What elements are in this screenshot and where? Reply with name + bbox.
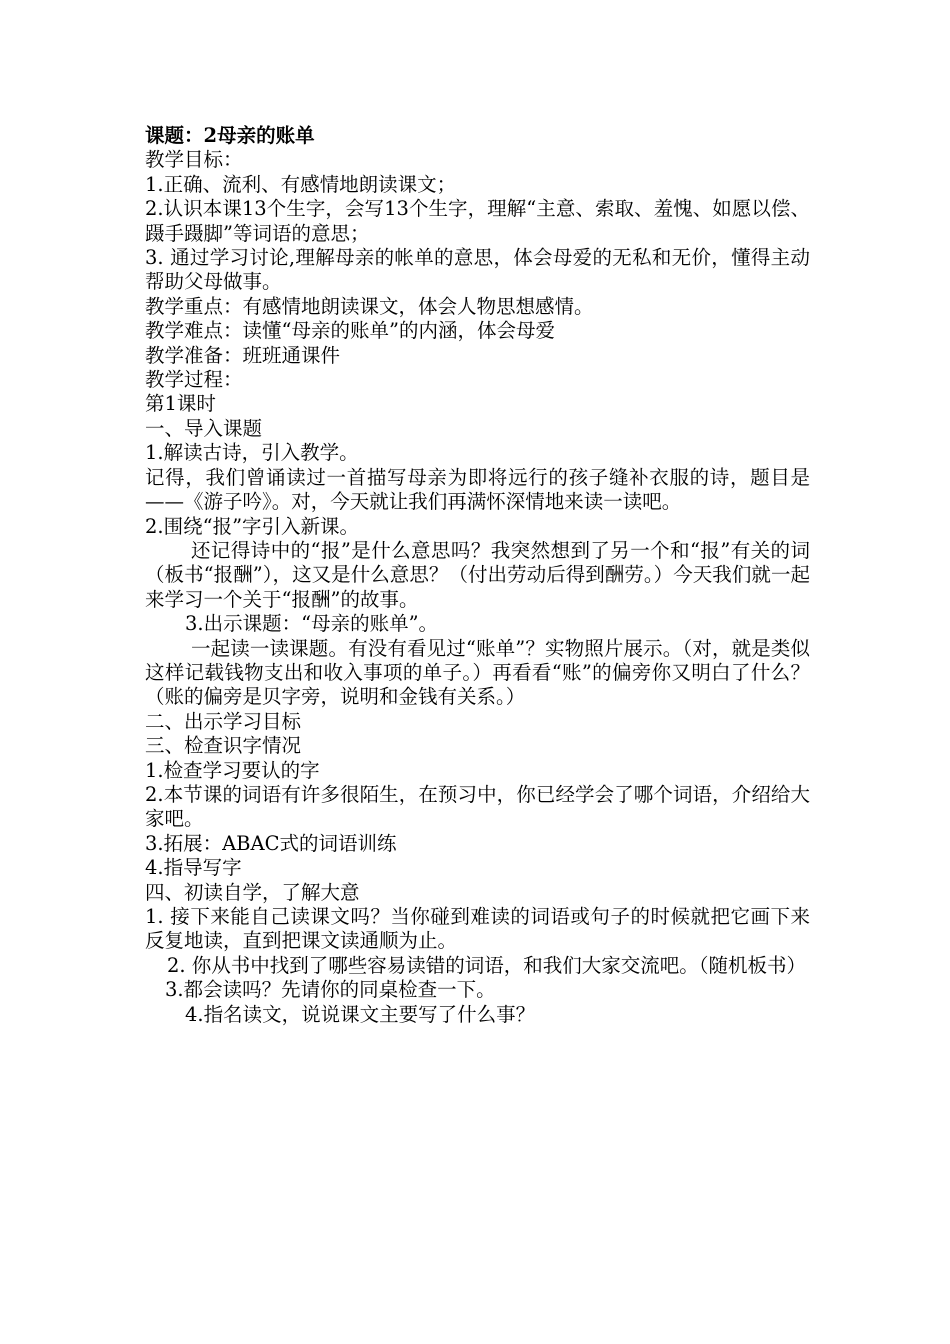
teaching-preparation: 教学准备：班班通课件 <box>145 343 341 367</box>
lesson-period: 第1课时 <box>145 392 216 416</box>
step-4-2: 2. 你从书中找到了哪些容易读错的词语，和我们大家交流吧。（随机板书） <box>167 953 807 977</box>
step-1-2: 2.围绕“报”字引入新课。 <box>145 514 360 538</box>
teaching-process-heading: 教学过程： <box>145 368 243 392</box>
step-3-2: 2.本节课的词语有许多很陌生，在预习中，你已经学会了哪个词语，介绍给大家吧。 <box>145 782 810 831</box>
step-3-4: 4.指导写字 <box>145 856 242 880</box>
section-1-heading: 一、导入课题 <box>145 416 263 440</box>
paragraph-bill: 一起读一读课题。有没有看见过“账单”？实物照片展示。（对，就是类似这样记载钱物支出和收入事项的单子。）再看看“账”的偏旁你又明白了什么？（账的偏旁是贝字旁，说明和金钱有关系。） <box>145 636 810 709</box>
step-3-1: 1.检查学习要认的字 <box>145 758 320 782</box>
paragraph-poem: 记得，我们曾诵读过一首描写母亲为即将远行的孩子缝补衣服的诗，题目是——《游子吟》。对，今天就让我们再满怀深情地来读一读吧。 <box>145 465 810 514</box>
document-title: 课题：2母亲的账单 <box>145 124 315 147</box>
step-4-1: 1. 接下来能自己读课文吗？当你碰到难读的词语或句子的时候就把它画下来反复地读，直到把课文读通顺为止。 <box>145 905 810 953</box>
paragraph-bao: 还记得诗中的“报”是什么意思吗？我突然想到了另一个和“报”有关的词（板书“报酬”），这又是什么意思？（付出劳动后得到酬劳。）今天我们就一起来学习一个关于“报酬”的故事。 <box>145 538 810 611</box>
step-1-3: 3.出示课题：“母亲的账单”。 <box>185 612 439 636</box>
section-4-heading: 四、初读自学，了解大意 <box>145 880 360 904</box>
goal-3: 3. 通过学习讨论,理解母亲的帐单的意思，体会母爱的无私和无价，懂得主动帮助父母做事。 <box>145 246 810 294</box>
teaching-difficulty: 教学难点：读懂“母亲的账单”的内涵，体会母爱 <box>145 319 555 343</box>
section-3-heading: 三、检查识字情况 <box>145 734 302 758</box>
document-page <box>145 124 810 1027</box>
goal-2: 2.认识本课13个生字，会写13个生字，理解“主意、索取、羞愧、如愿以偿、蹑手蹑脚”等词语的意思； <box>145 197 810 245</box>
step-3-3: 3.拓展：ABAC式的词语训练 <box>145 831 397 855</box>
goal-1: 1.正确、流利、有感情地朗读课文； <box>145 172 457 196</box>
section-2-heading: 二、出示学习目标 <box>145 709 302 733</box>
step-4-3: 3.都会读吗？先请你的同桌检查一下。 <box>165 978 496 1002</box>
step-1-1: 1.解读古诗，引入教学。 <box>145 441 359 465</box>
step-4-4: 4.指名读文，说说课文主要写了什么事？ <box>185 1002 536 1026</box>
teaching-key-point: 教学重点：有感情地朗读课文，体会人物思想感情。 <box>145 294 594 318</box>
teaching-goals-heading: 教学目标： <box>145 148 243 172</box>
